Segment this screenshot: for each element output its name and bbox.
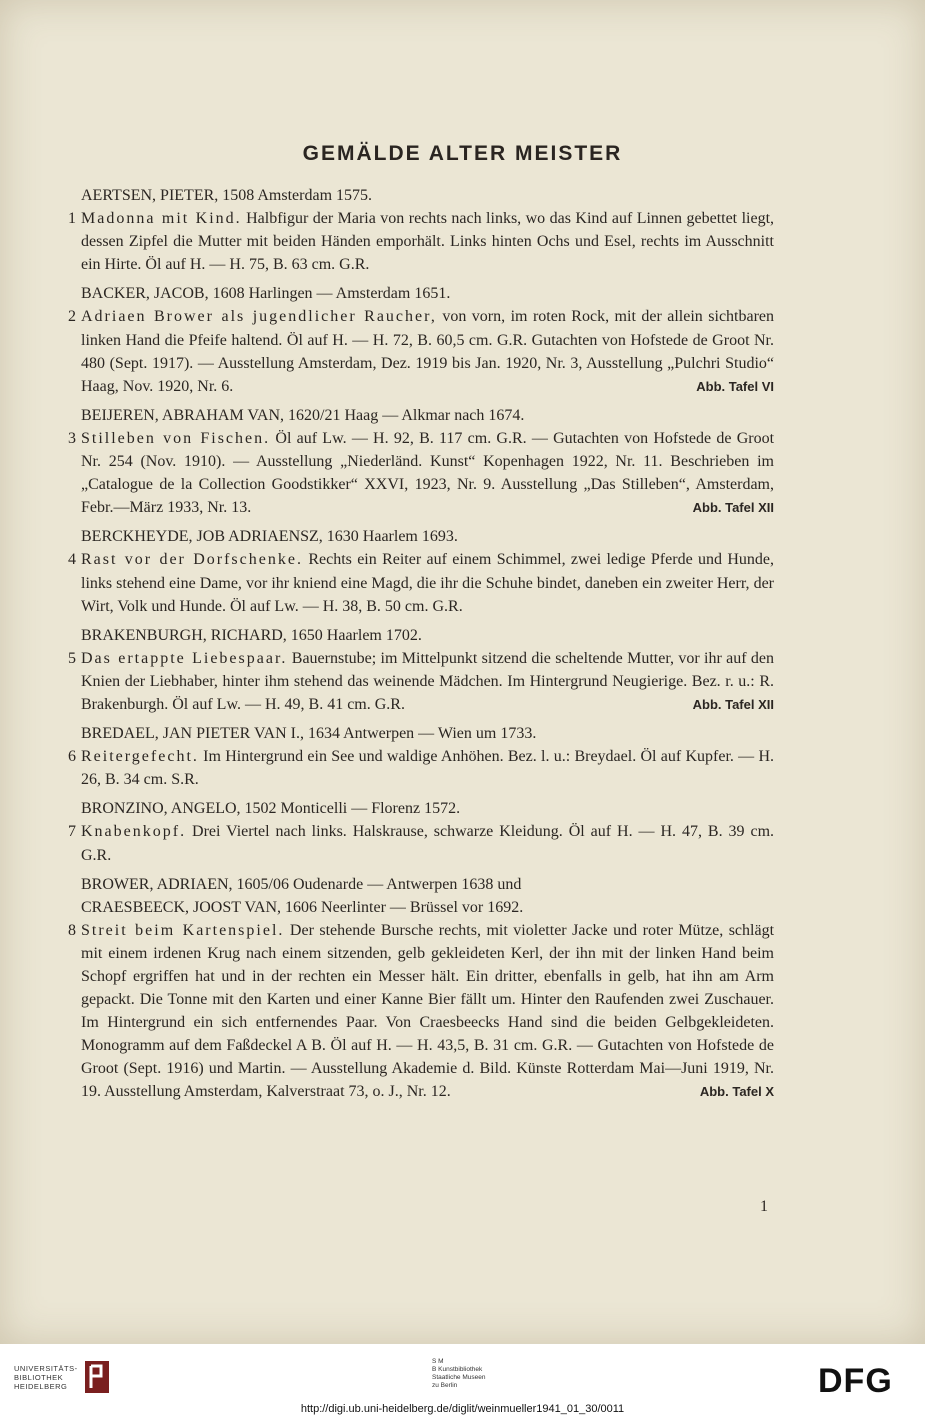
painting-description: Rechts ein Reiter auf einem Schimmel, zwei ledige Pferde und Hunde, links stehend eine Dame, vor ihr kniend eine Magd, die ihr die Schuhe bindet, daneben ein zweiter Herr, der Wirt, Volk und Hunde. Öl auf Lw. — H. 38, B. 50 cm. G.R. (81, 551, 774, 615)
painting-description: Halbfigur der Maria von rechts nach links, wo das Kind auf Linnen gebettet liegt, dessen Zipfel die Mutter mit beiden Händen emporhält. Links hinten Ochs und Esel, rechts im Ausschnitt ein Hirte. Öl auf H. — H. 75, B. 63 cm. G.R. (81, 210, 775, 274)
painting-title: Das ertappte Liebespaar. (81, 649, 288, 667)
lot-number: 3 (68, 429, 76, 447)
painting-description: von vorn, im roten Rock, mit der allein sichtbaren linken Hand die Pfeife haltend. Öl auf H. — H. 72, B. 60,5 cm. G.R. Gutachten von Hofstede de Groot Nr. 480 (Sept. 1917). — Ausstellung Amsterdam, Dez. 1919 bis Jan. 1920, Nr. 3, Ausstellung „Pulchri Studio“ Haag, Nov. 1920, Nr. 6. (81, 308, 775, 395)
painting-title: Knabenkopf. (81, 823, 187, 841)
page-title: GEMÄLDE ALTER MEISTER (302, 142, 623, 165)
plate-reference: Abb. Tafel XII (692, 500, 774, 516)
painting-description: Drei Viertel nach links. Halskrause, schwarze Kleidung. Öl auf H. — H. 47, B. 39 cm. G.R. (81, 823, 775, 864)
artist-heading: BRONZINO, ANGELO, 1502 Monticelli — Florenz 1572. (81, 800, 461, 818)
university-logo-icon (84, 1360, 110, 1394)
artist-heading: AERTSEN, PIETER, 1508 Amsterdam 1575. (81, 187, 373, 204)
dfg-logo: DFG (818, 1362, 893, 1400)
university-line: HEIDELBERG (14, 1382, 68, 1391)
lot-number: 1 (68, 210, 76, 228)
kunstbibliothek-line: S M (432, 1358, 444, 1365)
catalog-entry (58, 207, 774, 276)
painting-description: Im Hintergrund ein See und waldige Anhöhen. Bez. l. u.: Breydael. Öl auf Kupfer. — H. 26, B. 34 cm. S.R. (81, 748, 775, 789)
catalog-entry (58, 647, 774, 716)
plate-reference: Abb. Tafel XII (692, 696, 774, 712)
painting-title: Rast vor der Dorfschenke. (81, 551, 303, 569)
artist-heading: BRAKENBURGH, RICHARD, 1650 Haarlem 1702. (81, 626, 422, 644)
lot-number: 4 (68, 551, 76, 569)
university-library-label (14, 1364, 88, 1391)
artist-heading: BACKER, JACOB, 1608 Harlingen — Amsterdam 1651. (81, 285, 451, 303)
kunstbibliothek-line: B Kunstbibliothek (432, 1366, 483, 1373)
artist-heading: BEIJEREN, ABRAHAM VAN, 1620/21 Haag — Alkmar nach 1674. (81, 406, 525, 424)
painting-title: Adriaen Brower als jugendlicher Raucher, (81, 308, 437, 326)
painting-description: Öl auf Lw. — H. 92, B. 117 cm. G.R. — Gutachten von Hofstede de Groot Nr. 254 (Nov. 1910). — Ausstellung „Niederländ. Kunst“ Kopenhagen 1922, Nr. 11. Beschrieben im „Catalogue de la Collection Goodstikker“ XXVI, 1923, Nr. 9. Ausstellung „Das Stilleben“, Amsterdam, Febr.—März 1933, Nr. 13. (81, 429, 775, 517)
kunstbibliothek-line: zu Berlin (432, 1382, 458, 1389)
lot-number: 2 (68, 308, 76, 326)
lot-number: 8 (68, 921, 76, 939)
painting-description: Der stehende Bursche rechts, mit violetter Jacke und roter Mütze, schlägt mit einem irdenen Krug nach einem sitzenden, gelb gekleideten Kerl, der ihn mit der linken Hand beim Schopf ergriffen hat und in der rechten ein Messer hält. Ein dritter, ebenfalls in gelb, hat ihn am Arm gepackt. Die Tonne mit den Karten und einer Kanne Bier fällt um. Hinter den Raufenden zwei Zuschauer. Im Hintergrund ein sich entfernendes Paar. Von Craesbeecks Hand sind die beiden Gelbgekleideten. Monogramm auf dem Faßdeckel A B. Öl auf H. — H. 43,5, B. 31 cm. G.R. — Gutachten von Hofstede de Groot (Sept. 1916) und Martin. — Ausstellung Akademie d. Bild. Künste Rotterdam Mai—Juni 1919, Nr. 19. Ausstellung Amsterdam, Kalverstraat 73, o. J., Nr. 12. (81, 921, 775, 1101)
catalog-entry (58, 427, 774, 519)
university-line: UNIVERSITÄTS- (14, 1364, 78, 1373)
artist-heading: BERCKHEYDE, JOB ADRIAENSZ, 1630 Haarlem 1693. (81, 528, 458, 546)
artist-heading: BREDAEL, JAN PIETER VAN I., 1634 Antwerpen — Wien um 1733. (81, 725, 537, 743)
source-url-link[interactable]: http://digi.ub.uni-heidelberg.de/diglit/weinmueller1941_01_30/0011 (300, 1403, 625, 1415)
university-line: BIBLIOTHEK (14, 1373, 64, 1382)
catalog-entry (58, 820, 774, 866)
artist-heading: BROWER, ADRIAEN, 1605/06 Oudenarde — Antwerpen 1638 und (81, 875, 522, 893)
painting-title: Stilleben von Fischen. (81, 429, 271, 447)
painting-title: Reitergefecht. (81, 748, 199, 766)
painting-title: Madonna mit Kind. (81, 210, 242, 228)
catalog-entry (58, 919, 774, 1104)
kunstbibliothek-logo (432, 1358, 485, 1390)
lot-number: 7 (68, 823, 76, 841)
lot-number: 6 (68, 748, 76, 766)
kunstbibliothek-line: Staatliche Museen (432, 1374, 486, 1381)
plate-reference: Abb. Tafel VI (696, 378, 774, 394)
artist-heading: CRAESBEECK, JOOST VAN, 1606 Neerlinter — Brüssel vor 1692. (81, 898, 524, 916)
lot-number: 5 (68, 649, 76, 667)
plate-reference: Abb. Tafel X (699, 1084, 774, 1100)
digitization-footer (0, 1344, 925, 1417)
page-number: 1 (760, 1198, 768, 1215)
painting-description: Bauernstube; im Mittelpunkt sitzend die scheltende Mutter, vor ihr auf den Knien der Liebhaber, hinter ihm stehend das weinende Mädchen. Im Hintergrund Neugierige. Bez. r. u.: R. Brakenburgh. Öl auf Lw. — H. 49, B. 41 cm. G.R. (81, 649, 775, 713)
catalog-entries (58, 184, 774, 1104)
catalog-entry (58, 745, 774, 791)
catalog-entry (58, 305, 774, 397)
painting-title: Streit beim Kartenspiel. (81, 921, 285, 939)
catalog-entry (58, 548, 774, 617)
